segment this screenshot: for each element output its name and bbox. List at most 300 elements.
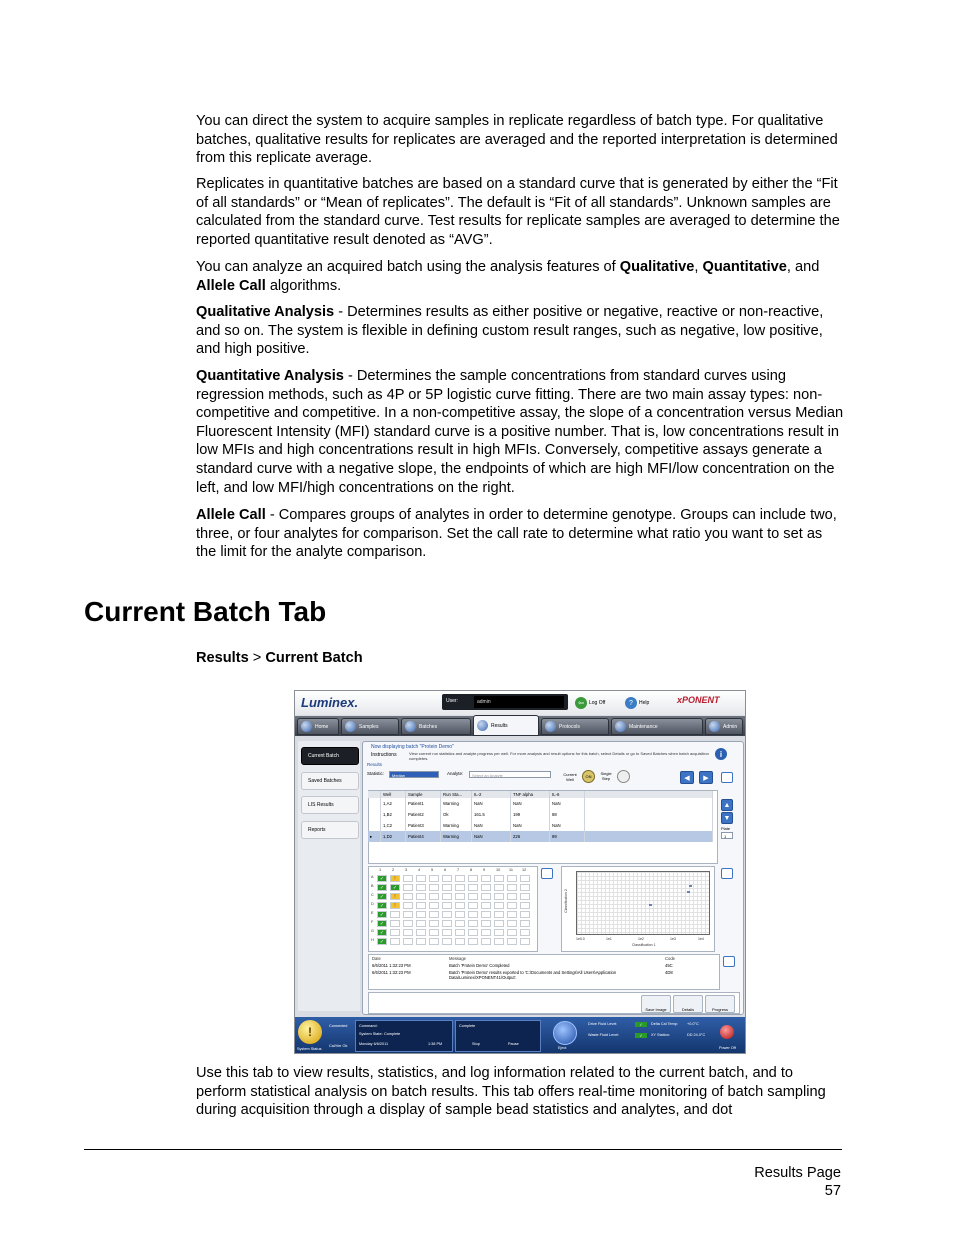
logoff-button[interactable] <box>575 696 605 710</box>
details-button[interactable] <box>673 995 703 1013</box>
main-nav <box>295 716 745 736</box>
progress-box <box>455 1020 541 1052</box>
status-bar <box>295 1017 745 1053</box>
plate-well[interactable] <box>468 875 478 882</box>
user-field[interactable] <box>474 696 564 708</box>
table-cell: ▸ <box>368 831 381 842</box>
plate-well[interactable] <box>520 893 530 900</box>
plate-well[interactable] <box>520 875 530 882</box>
plate-well[interactable] <box>481 938 491 945</box>
plate-well[interactable] <box>494 902 504 909</box>
plate-well[interactable] <box>507 929 517 936</box>
log-header-code: Code <box>665 956 676 961</box>
plate-well[interactable] <box>442 875 452 882</box>
plate-well[interactable] <box>494 929 504 936</box>
table-cell <box>368 809 381 820</box>
tab-admin-label: Admin <box>723 723 738 730</box>
plate-well[interactable] <box>468 893 478 900</box>
plate-well[interactable]: ✓ <box>377 893 387 900</box>
luminex-logo: Luminex. <box>301 695 359 710</box>
footer-rule <box>84 1149 842 1150</box>
results-sidebar <box>298 741 360 1011</box>
plate-well[interactable] <box>468 938 478 945</box>
plate-well[interactable]: ✓ <box>377 884 387 891</box>
plate-map <box>368 866 538 952</box>
x-tick: 1e4 <box>698 937 704 941</box>
log-header-message: Message <box>449 956 466 961</box>
plate-column-label: 7 <box>457 868 460 872</box>
table-header[interactable]: Run Sta... <box>441 791 472 798</box>
plate-well[interactable] <box>455 893 465 900</box>
plate-well[interactable] <box>403 884 413 891</box>
help-button[interactable] <box>625 696 649 710</box>
plate-well[interactable] <box>429 893 439 900</box>
progress-status: Complete <box>459 1024 476 1028</box>
plate-well[interactable] <box>416 911 426 918</box>
plate-well[interactable] <box>481 920 491 927</box>
tab-protocols-label: Protocols <box>559 723 580 730</box>
plate-well[interactable]: ✓ <box>377 902 387 909</box>
instructions-text: View current run statistics and analyte progress per well. For more analysis and result options for this batch, select Details or go to Saved Batches when batch acquisition completes. <box>409 751 709 761</box>
log-message: Batch 'Protein Demo' Completed <box>449 963 510 968</box>
plate-well[interactable] <box>455 884 465 891</box>
arrow-right-icon[interactable]: ▶ <box>699 771 713 784</box>
action-bar <box>368 992 740 1014</box>
navigation-path: Results > Current Batch <box>196 650 363 666</box>
plate-well[interactable] <box>416 929 426 936</box>
tab-samples-label: Samples <box>359 723 379 730</box>
log-code: 45C <box>665 963 673 968</box>
plate-well[interactable] <box>494 893 504 900</box>
plate-well[interactable] <box>390 920 400 927</box>
table-cell <box>368 820 381 831</box>
plate-well[interactable] <box>429 920 439 927</box>
save-image-label: Save Image <box>645 1007 667 1012</box>
table-cell: 199 <box>511 809 550 820</box>
x-tick: 1e2 <box>638 937 644 941</box>
plate-column-label: 5 <box>431 868 434 872</box>
table-cell: Patient3 <box>406 820 441 831</box>
sidebar-item-label: Saved Batches <box>308 778 342 784</box>
plate-well[interactable] <box>468 929 478 936</box>
logoff-icon: ⇦ <box>575 697 587 709</box>
dot-plot-expand-icon[interactable] <box>721 868 733 879</box>
help-icon: ? <box>625 697 637 709</box>
progress-button[interactable] <box>705 995 735 1013</box>
plate-well[interactable] <box>442 893 452 900</box>
dot-plot <box>561 866 715 952</box>
plate-well[interactable] <box>455 938 465 945</box>
system-state-label: System State: <box>359 1032 383 1036</box>
plate-well[interactable] <box>481 902 491 909</box>
plate-well[interactable] <box>442 884 452 891</box>
pause-label[interactable]: Pause <box>508 1042 519 1046</box>
plate-row-label: F <box>371 920 374 924</box>
time-value: 1:38 PM <box>428 1042 443 1046</box>
plate-well[interactable] <box>442 938 452 945</box>
paragraph-current-batch-description: Use this tab to view results, statistics, and log information related to the current batch, and to perform statistical analysis on batch results. This tab offers real-time monitoring of batch sampling during acquisition through a display of sample bead statistics and analytes, and dot <box>196 1065 826 1119</box>
analyte-select[interactable]: Select an Analyte <box>469 771 551 778</box>
current-batch-screenshot <box>294 690 746 1054</box>
plate-well[interactable] <box>520 902 530 909</box>
admin-icon <box>709 721 720 732</box>
table-cell: Patient1 <box>406 798 441 809</box>
plate-well[interactable] <box>429 884 439 891</box>
plate-well[interactable] <box>468 884 478 891</box>
table-cell <box>585 809 713 820</box>
footer-section: Results Page <box>754 1165 841 1181</box>
table-header <box>368 791 381 798</box>
paragraph-quantitative-analysis: Quantitative Analysis - Determines the sample concentrations from standard curves using regression methods, such as 4P or 5P logistic curve fitting. There are two main assay types: non-competitive and competitive. In a non-competitive assay, the slope of a concentration versus Median Fluorescent Intensity (MFI) standard curve is a positive number. That is, low concentrations result in low MFIs and high concentrations result in high MFIs. Conversely, competitive assays generate a standard curve with a negative slope, the endpoints of which are high MFI/low concentration on the left, and low MFI/high concentrations on the right. <box>196 368 844 496</box>
plate-well[interactable] <box>481 875 491 882</box>
arrow-left-icon[interactable]: ◀ <box>680 771 694 784</box>
plate-well[interactable] <box>416 902 426 909</box>
plate-well[interactable] <box>416 920 426 927</box>
table-row-selected[interactable] <box>368 831 713 842</box>
table-cell: Warning <box>441 831 472 842</box>
table-cell <box>585 831 713 842</box>
plate-well[interactable] <box>442 902 452 909</box>
table-cell: NaN <box>511 820 550 831</box>
plate-well[interactable] <box>416 875 426 882</box>
tab-batches-label: Batches <box>419 723 438 730</box>
tab-home-label: Home <box>315 723 329 730</box>
tab-maintenance[interactable] <box>611 718 703 735</box>
plate-row-label: H <box>371 938 374 942</box>
table-header[interactable]: IL-2 <box>472 791 511 798</box>
plate-well[interactable] <box>494 920 504 927</box>
plate-well[interactable] <box>429 938 439 945</box>
plate-well[interactable]: ✓ <box>377 920 387 927</box>
plate-well[interactable] <box>416 938 426 945</box>
table-cell: Warning <box>441 798 472 809</box>
plate-well[interactable] <box>494 875 504 882</box>
sidebar-item-label: Current Batch <box>308 753 339 759</box>
plate-well[interactable]: ✓ <box>377 911 387 918</box>
plate-label: Plate <box>721 826 731 831</box>
table-cell: NaN <box>550 798 585 809</box>
sidebar-item-current-batch[interactable] <box>301 747 359 765</box>
paragraph-qualitative-analysis: Qualitative Analysis - Determines results as either positive or negative, reactive or non-reactive, and so on. The system is flexible in defining custom result ranges, such as negative, low positive, and high positive. <box>196 304 824 358</box>
logoff-label: Log Off <box>589 700 606 706</box>
plate-row-label: D <box>371 902 374 906</box>
plate-column-label: 4 <box>418 868 421 872</box>
samples-icon <box>345 721 356 732</box>
log-header-date: Date <box>372 956 381 961</box>
table-header[interactable]: TNF alpha <box>511 791 550 798</box>
table-cell: 1,A2 <box>381 798 406 809</box>
y-axis-label: Classification 2 <box>563 889 568 913</box>
plate-column-label: 3 <box>405 868 408 872</box>
date-value: Monday 6/6/2011 <box>359 1042 389 1046</box>
waste-fluid-label: Waste Fluid Level: <box>588 1033 620 1037</box>
power-icon[interactable] <box>720 1025 734 1039</box>
details-label: Details <box>681 1007 695 1012</box>
system-status-label: System Status <box>297 1047 322 1051</box>
table-cell <box>585 798 713 809</box>
table-cell: 89 <box>550 831 585 842</box>
log-date: 6/6/2011 1:32:23 PM <box>372 963 411 968</box>
plate-well[interactable] <box>520 929 530 936</box>
protocols-icon <box>545 721 556 732</box>
table-cell: 88 <box>550 809 585 820</box>
log-code: 4D8 <box>665 970 673 975</box>
x-axis-label: Classification 1 <box>632 943 656 947</box>
plate-well[interactable] <box>507 920 517 927</box>
plate-row-label: G <box>371 929 374 933</box>
table-cell: Ok <box>441 809 472 820</box>
plate-row-label: E <box>371 911 374 915</box>
sidebar-item-reports[interactable] <box>301 821 359 839</box>
plate-well[interactable] <box>403 893 413 900</box>
table-cell: Warning <box>441 820 472 831</box>
section-heading: Current Batch Tab <box>84 596 327 627</box>
plate-well[interactable] <box>429 911 439 918</box>
plate-well[interactable]: ! <box>390 893 400 900</box>
log-expand-icon[interactable] <box>723 956 735 967</box>
plate-well[interactable] <box>403 920 413 927</box>
tab-results[interactable] <box>473 715 539 736</box>
delta-temp-value: +0.0°C <box>687 1022 699 1026</box>
plate-well[interactable] <box>403 911 413 918</box>
app-header <box>295 691 745 715</box>
plate-well[interactable] <box>429 929 439 936</box>
tab-batches[interactable] <box>401 718 471 735</box>
info-icon[interactable]: i <box>715 748 727 760</box>
system-state-value: Complete <box>384 1032 401 1036</box>
x-tick: 1e0.0 <box>576 937 585 941</box>
plate-well[interactable] <box>468 911 478 918</box>
expand-icon[interactable] <box>721 772 733 783</box>
table-cell: NaN <box>550 820 585 831</box>
plate-well[interactable] <box>507 893 517 900</box>
plot-dot <box>687 891 690 893</box>
user-value: admin <box>477 699 491 705</box>
dot-plot-area <box>576 871 710 935</box>
current-well-label: Current Well <box>563 772 577 782</box>
plate-well[interactable] <box>507 902 517 909</box>
plate-row-label: A <box>371 875 374 879</box>
table-header[interactable]: Well <box>381 791 406 798</box>
help-label: Help <box>639 700 650 706</box>
batches-icon <box>405 721 416 732</box>
plate-well[interactable] <box>455 929 465 936</box>
plate-well[interactable] <box>468 920 478 927</box>
table-header[interactable]: IL-6 <box>550 791 585 798</box>
tab-results-label: Results <box>491 722 508 729</box>
table-cell: Patient2 <box>406 809 441 820</box>
plate-well[interactable] <box>455 911 465 918</box>
sidebar-item-label: Reports <box>308 827 326 833</box>
table-cell: NaN <box>472 798 511 809</box>
plate-well[interactable] <box>403 875 413 882</box>
results-table <box>368 791 713 842</box>
command-label: Command: <box>359 1024 378 1028</box>
plate-well[interactable] <box>507 875 517 882</box>
delta-temp-label: Delta Cal Temp: <box>651 1022 678 1026</box>
plate-well[interactable] <box>481 884 491 891</box>
paragraph-replicates-quantitative: Replicates in quantitative batches are based on a standard curve that is generated by either the “Fit of all standards” or “Mean of replicates”. The default is “Fit of all standards”. Unknown samples are calculated from the standard curve. Test results for replicate samples are averaged to determine the reported quantitative result denoted as “AVG”. <box>196 176 840 248</box>
table-cell: 161.5 <box>472 809 511 820</box>
statistic-label: Statistic: <box>367 771 385 776</box>
table-header-spacer <box>585 791 713 798</box>
plate-well[interactable] <box>390 938 400 945</box>
arrow-up-icon[interactable]: ▲ <box>721 799 733 811</box>
table-header-row <box>368 791 713 798</box>
save-image-button[interactable] <box>641 995 671 1013</box>
table-cell: NaN <box>511 798 550 809</box>
plate-column-label: 10 <box>496 868 501 872</box>
current-well-radio[interactable]: ON <box>582 770 595 783</box>
plate-well[interactable] <box>481 893 491 900</box>
results-icon <box>477 720 488 731</box>
plate-well[interactable] <box>416 893 426 900</box>
table-cell: NaN <box>472 820 511 831</box>
xy-station-label: XY Station: <box>651 1033 670 1037</box>
user-label: User: <box>446 698 458 704</box>
system-status-icon[interactable]: ! <box>298 1020 322 1044</box>
plate-column-label: 1 <box>379 868 382 872</box>
table-cell: Patient4 <box>406 831 441 842</box>
analyte-label: Analyte: <box>447 771 464 776</box>
user-box <box>442 694 568 710</box>
instructions-box <box>367 744 737 762</box>
page-footer <box>754 1164 841 1200</box>
plate-well[interactable] <box>455 902 465 909</box>
single-step-radio[interactable] <box>617 770 630 783</box>
plate-well[interactable] <box>520 911 530 918</box>
plate-well[interactable] <box>429 875 439 882</box>
table-cell: NaN <box>472 831 511 842</box>
log-message: Batch 'Protein Demo' results exported to 'C:\Documents and Settings\All Users\Application Data\Luminex\XPONENT41\Output'. <box>449 970 617 980</box>
eject-label: Eject <box>558 1046 567 1050</box>
table-row[interactable] <box>368 798 713 809</box>
plate-well[interactable] <box>455 920 465 927</box>
x-tick: 1e3 <box>670 937 676 941</box>
plate-well[interactable] <box>416 884 426 891</box>
table-header[interactable]: Sample <box>406 791 441 798</box>
statistic-select[interactable]: Median <box>389 771 439 778</box>
plate-well[interactable] <box>403 938 413 945</box>
plate-well[interactable] <box>507 911 517 918</box>
plate-well[interactable] <box>481 929 491 936</box>
tab-home[interactable] <box>297 718 339 735</box>
results-label: Results <box>367 762 383 767</box>
plate-column-label: 12 <box>522 868 527 872</box>
progress-label: Progress <box>711 1007 728 1012</box>
log-panel <box>368 954 720 990</box>
plate-well[interactable]: ✓ <box>390 884 400 891</box>
plot-dot <box>689 885 692 887</box>
table-cell: 226 <box>511 831 550 842</box>
plot-dot <box>649 904 652 906</box>
tab-protocols[interactable] <box>541 718 609 735</box>
plate-well[interactable]: ! <box>390 875 400 882</box>
plate-well[interactable] <box>494 938 504 945</box>
plate-well[interactable]: ! <box>390 902 400 909</box>
plate-well[interactable]: ✓ <box>377 929 387 936</box>
plate-well[interactable] <box>455 875 465 882</box>
waste-fluid-check-icon: ✓ <box>635 1033 647 1038</box>
plate-well[interactable] <box>520 884 530 891</box>
tab-maintenance-label: Maintenance <box>629 723 658 730</box>
table-cell: 1,C2 <box>381 820 406 831</box>
tab-admin[interactable] <box>705 718 743 735</box>
plate-column-label: 2 <box>392 868 395 872</box>
instructions-label: Instructions <box>371 752 397 758</box>
plate-row-label: B <box>371 884 374 888</box>
plate-well[interactable] <box>494 911 504 918</box>
plate-well[interactable] <box>468 902 478 909</box>
drive-fluid-check-icon: ✓ <box>635 1022 647 1027</box>
connected-label: Connected <box>329 1024 348 1028</box>
paragraph-allele-call: Allele Call - Compares groups of analytes in order to determine genotype. Groups can include two, three, or four analytes for comparison. Set the call rate to determine what ratio you want to set as the limit for the analyte comparison. <box>196 507 837 561</box>
plate-well[interactable] <box>442 920 452 927</box>
single-step-label: Single Step <box>600 771 612 781</box>
plate-column-label: 8 <box>470 868 473 872</box>
table-cell: 1,B2 <box>381 809 406 820</box>
arrow-down-icon[interactable]: ▼ <box>721 812 733 824</box>
plate-well[interactable] <box>442 911 452 918</box>
paragraph-analysis-features: You can analyze an acquired batch using the analysis features of Qualitative, Quantitative, and Allele Call algorithms. <box>196 259 820 294</box>
command-box <box>355 1020 453 1052</box>
table-cell <box>368 798 381 809</box>
eject-icon[interactable] <box>553 1021 577 1045</box>
plate-well[interactable] <box>494 884 504 891</box>
plate-well[interactable]: ✓ <box>377 938 387 945</box>
drive-fluid-label: Drive Fluid Level: <box>588 1022 618 1026</box>
plate-column-label: 9 <box>483 868 486 872</box>
sidebar-item-lis-results[interactable] <box>301 796 359 814</box>
plate-well[interactable] <box>442 929 452 936</box>
xponent-logo: xPONENT <box>677 695 720 705</box>
paragraph-replicates-intro: You can direct the system to acquire samples in replicate regardless of batch type. For qualitative batches, qualitative results for replicates are averaged and the reported interpretation is determined from this replicate average. <box>196 113 838 167</box>
plate-column-label: 11 <box>509 868 513 872</box>
plate-well[interactable] <box>403 929 413 936</box>
sidebar-item-label: LIS Results <box>308 802 334 808</box>
plate-well[interactable] <box>429 902 439 909</box>
current-batch-panel <box>362 741 744 1015</box>
page-number: 57 <box>824 1183 841 1199</box>
plate-well[interactable]: ✓ <box>377 875 387 882</box>
power-off-label: Power Off <box>719 1046 736 1050</box>
plate-well[interactable] <box>507 938 517 945</box>
table-row[interactable] <box>368 820 713 831</box>
sidebar-item-saved-batches[interactable] <box>301 772 359 790</box>
plate-row-label: C <box>371 893 374 897</box>
plate-well[interactable] <box>507 884 517 891</box>
plate-well[interactable] <box>390 911 400 918</box>
xy-station-value: DD 24.0°C <box>687 1033 706 1037</box>
plate-well[interactable] <box>481 911 491 918</box>
plate-well[interactable] <box>390 929 400 936</box>
plate-well[interactable] <box>520 938 530 945</box>
maintenance-icon <box>615 721 626 732</box>
tab-samples[interactable] <box>341 718 399 735</box>
stop-label[interactable]: Stop <box>472 1042 480 1046</box>
table-cell <box>585 820 713 831</box>
plate-well[interactable] <box>403 902 413 909</box>
table-cell: 1,D2 <box>381 831 406 842</box>
plate-well[interactable] <box>520 920 530 927</box>
calver-label: Cal/Ver Ok <box>329 1044 348 1048</box>
home-icon <box>301 721 312 732</box>
plate-map-expand-icon[interactable] <box>541 868 553 879</box>
plate-select[interactable]: 1 <box>721 832 733 839</box>
table-row[interactable] <box>368 809 713 820</box>
log-date: 6/6/2011 1:32:23 PM <box>372 970 411 975</box>
batch-title: Now displaying batch "Protein Demo" <box>371 744 454 750</box>
